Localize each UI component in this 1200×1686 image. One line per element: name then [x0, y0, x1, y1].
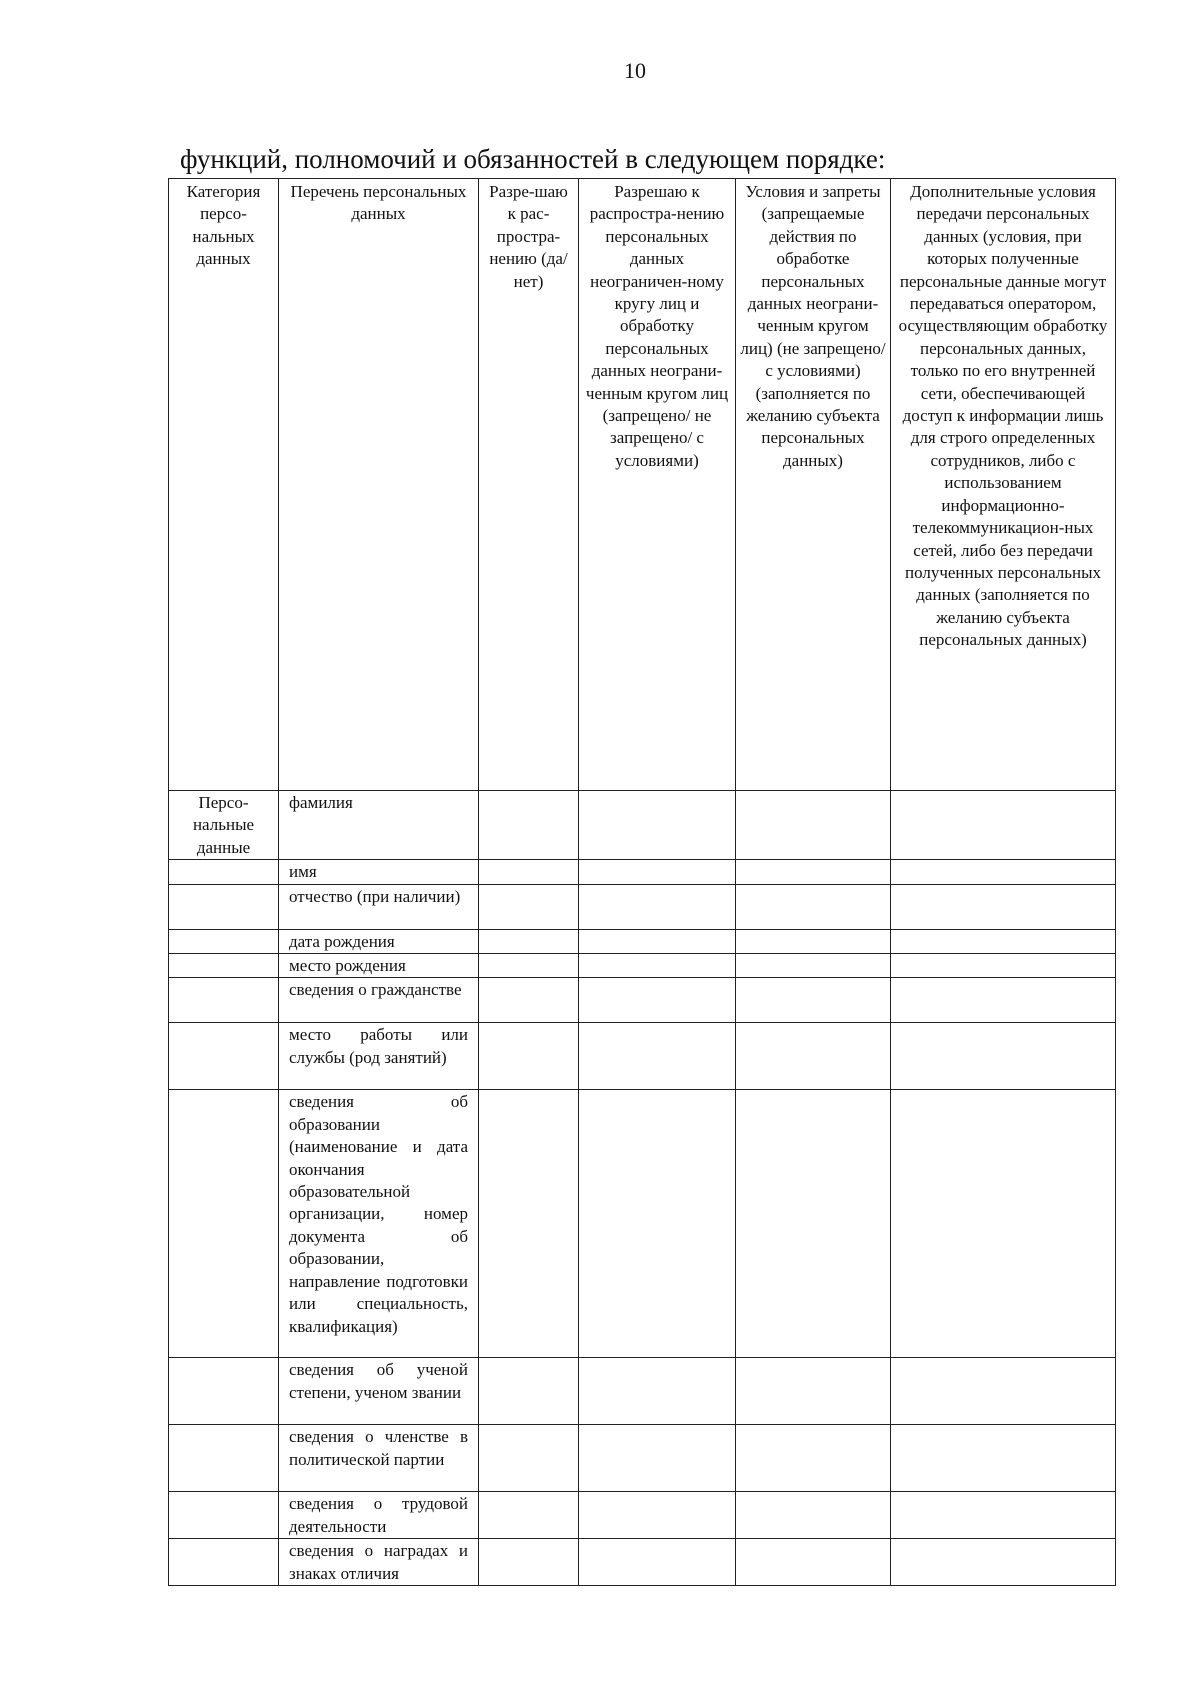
unlimited-cell[interactable] — [579, 860, 736, 884]
additional-cell[interactable] — [891, 1539, 1116, 1586]
table-row — [169, 1425, 1116, 1492]
unlimited-cell[interactable] — [579, 978, 736, 1023]
unlimited-cell[interactable] — [579, 954, 736, 978]
unlimited-cell[interactable] — [579, 791, 736, 860]
additional-cell[interactable] — [891, 884, 1116, 929]
permit-cell[interactable] — [479, 791, 579, 860]
category-cell — [169, 954, 279, 978]
header-additional-conditions: Дополнительные условия передачи персональных данных (условия, при которых полученные персональные данные могут передаваться оператором, осуществляющим обработку персональных данных, только по его внутренней сети, обеспечивающей доступ к информации лишь для строго определенных сотрудников, либо с использованием информационно-телекоммуникацион-ных сетей, либо без передачи полученных персональных данных (заполняется по желанию субъекта персональных данных) — [891, 179, 1116, 791]
data-item: имя — [279, 860, 479, 884]
permit-cell[interactable] — [479, 1358, 579, 1425]
category-cell: Персо-нальные данные — [169, 791, 279, 860]
data-item: сведения об ученой степени, ученом звании — [279, 1358, 479, 1425]
unlimited-cell[interactable] — [579, 1090, 736, 1358]
unlimited-cell[interactable] — [579, 1425, 736, 1492]
additional-cell[interactable] — [891, 1090, 1116, 1358]
additional-cell[interactable] — [891, 1425, 1116, 1492]
additional-cell[interactable] — [891, 1023, 1116, 1090]
page-number: 10 — [624, 58, 646, 83]
permit-cell[interactable] — [479, 1425, 579, 1492]
data-item: место работы или службы (род занятий) — [279, 1023, 479, 1090]
permit-cell[interactable] — [479, 978, 579, 1023]
permit-cell[interactable] — [479, 860, 579, 884]
table-row — [169, 929, 1116, 953]
data-item: отчество (при наличии) — [279, 884, 479, 929]
unlimited-cell[interactable] — [579, 1358, 736, 1425]
additional-cell[interactable] — [891, 1358, 1116, 1425]
unlimited-cell[interactable] — [579, 1023, 736, 1090]
category-cell — [169, 1492, 279, 1539]
conditions-cell[interactable] — [736, 1090, 891, 1358]
table-row — [169, 978, 1116, 1023]
category-cell — [169, 860, 279, 884]
permit-cell[interactable] — [479, 929, 579, 953]
additional-cell[interactable] — [891, 978, 1116, 1023]
conditions-cell[interactable] — [736, 1425, 891, 1492]
personal-data-table — [168, 178, 1116, 1586]
table-row — [169, 1090, 1116, 1358]
header-category: Категория персо-нальных данных — [169, 179, 279, 791]
data-item: место рождения — [279, 954, 479, 978]
additional-cell[interactable] — [891, 954, 1116, 978]
additional-cell[interactable] — [891, 860, 1116, 884]
additional-cell[interactable] — [891, 1492, 1116, 1539]
conditions-cell[interactable] — [736, 929, 891, 953]
permit-cell[interactable] — [479, 954, 579, 978]
table-row — [169, 1492, 1116, 1539]
data-item: сведения о гражданстве — [279, 978, 479, 1023]
conditions-cell[interactable] — [736, 1539, 891, 1586]
data-item: фамилия — [279, 791, 479, 860]
category-cell — [169, 978, 279, 1023]
unlimited-cell[interactable] — [579, 1492, 736, 1539]
conditions-cell[interactable] — [736, 791, 891, 860]
data-item: сведения о трудовой деятельности — [279, 1492, 479, 1539]
table-row — [169, 1358, 1116, 1425]
table-header-row — [169, 179, 1116, 791]
permit-cell[interactable] — [479, 1492, 579, 1539]
conditions-cell[interactable] — [736, 1023, 891, 1090]
data-item: сведения об образовании (наименование и дата окончания образовательной организации, номер документа об образовании, направление подготовки или специальность, квалификация) — [279, 1090, 479, 1358]
table-row — [169, 791, 1116, 860]
category-cell — [169, 1425, 279, 1492]
category-cell — [169, 884, 279, 929]
table-row — [169, 1539, 1116, 1586]
unlimited-cell[interactable] — [579, 1539, 736, 1586]
conditions-cell[interactable] — [736, 1358, 891, 1425]
header-conditions: Условия и запреты (запрещаемые действия по обработке персональных данных неограни-ченным кругом лиц) (не запрещено/ с условиями) (заполняется по желанию субъекта персональных данных) — [736, 179, 891, 791]
table-row — [169, 954, 1116, 978]
data-item: сведения о членстве в политической партии — [279, 1425, 479, 1492]
data-item: сведения о наградах и знаках отличия — [279, 1539, 479, 1586]
permit-cell[interactable] — [479, 1090, 579, 1358]
table-row — [169, 884, 1116, 929]
header-permit: Разре-шаю к рас-простра-нению (да/нет) — [479, 179, 579, 791]
conditions-cell[interactable] — [736, 860, 891, 884]
category-cell — [169, 1023, 279, 1090]
category-cell — [169, 1358, 279, 1425]
conditions-cell[interactable] — [736, 978, 891, 1023]
category-cell — [169, 929, 279, 953]
header-data-list: Перечень персональных данных — [279, 179, 479, 791]
permit-cell[interactable] — [479, 1023, 579, 1090]
category-cell — [169, 1090, 279, 1358]
unlimited-cell[interactable] — [579, 929, 736, 953]
header-unlimited-circle: Разрешаю к распростра-нению персональных данных неограничен-ному кругу лиц и обработку персональных данных неограни-ченным кругом лиц (запрещено/ не запрещено/ с условиями) — [579, 179, 736, 791]
intro-text: функций, полномочий и обязанностей в следующем порядке: — [180, 144, 886, 174]
data-item: дата рождения — [279, 929, 479, 953]
conditions-cell[interactable] — [736, 1492, 891, 1539]
category-cell — [169, 1539, 279, 1586]
additional-cell[interactable] — [891, 791, 1116, 860]
permit-cell[interactable] — [479, 1539, 579, 1586]
conditions-cell[interactable] — [736, 954, 891, 978]
additional-cell[interactable] — [891, 929, 1116, 953]
table-row — [169, 1023, 1116, 1090]
unlimited-cell[interactable] — [579, 884, 736, 929]
conditions-cell[interactable] — [736, 884, 891, 929]
permit-cell[interactable] — [479, 884, 579, 929]
table-row — [169, 860, 1116, 884]
